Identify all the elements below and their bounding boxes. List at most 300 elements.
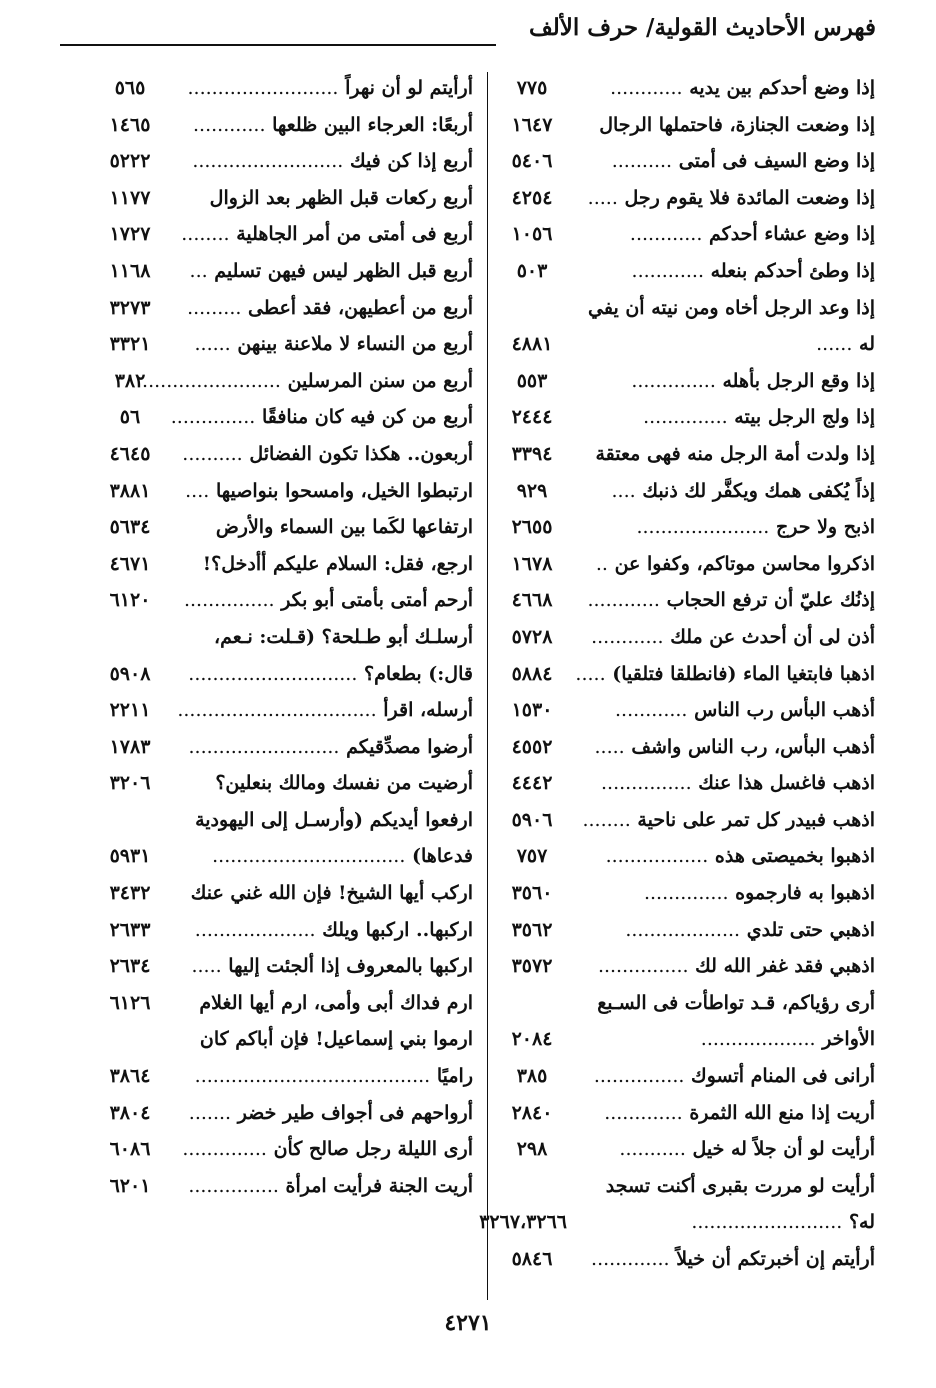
index-entry: [497, 143, 875, 180]
entry-leader-dots: ......................: [636, 516, 770, 539]
index-entry: [95, 290, 473, 327]
entry-label: اذهبا فابتغيا الماء (فانطلقا فتلقيا): [612, 662, 875, 685]
entry-text: [192, 143, 473, 180]
index-entry: [497, 180, 875, 217]
entry-hadith-number: ٣٨٠٤: [109, 1101, 151, 1124]
entry-text: [595, 436, 875, 473]
index-entry: [95, 399, 473, 436]
entry-hadith-number: ٦٢٠١: [109, 1174, 151, 1197]
index-entry: [95, 1095, 473, 1132]
entry-label: أريت الجنة فرأيت امرأة: [285, 1174, 473, 1197]
entry-leader-dots: .....: [191, 955, 222, 978]
entry-text: [632, 253, 875, 290]
entry-text: [194, 326, 473, 363]
entry-text: [599, 107, 875, 144]
entry-label: ارفعوا أيديكم (وأرسـل إلى اليهودية: [195, 808, 473, 831]
entry-leader-dots: .....: [575, 662, 606, 685]
entry-text: [615, 692, 875, 729]
entry-label: إذا ولدت أمة الرجل منه فهى معتقة: [595, 442, 875, 465]
entry-label: اذبح ولا حرج: [775, 516, 875, 539]
column-divider: [487, 72, 488, 1300]
index-entry: [497, 765, 875, 802]
index-entry: [497, 1241, 875, 1278]
entry-leader-dots: .........: [187, 296, 242, 319]
index-entry: [95, 1058, 473, 1095]
entry-label: أربعون.. هكذا تكون الفضائل: [249, 442, 473, 465]
entry-label: اذهبي فقد غفر الله لك: [695, 955, 875, 978]
entry-leader-dots: .................: [605, 845, 709, 868]
entry-text: [591, 619, 875, 656]
entry-text: [619, 1131, 875, 1168]
index-entry: [95, 509, 473, 546]
index-entry: [497, 838, 875, 875]
entry-hadith-number: ٥٦٣٤: [109, 516, 151, 539]
entry-label: أربع إذا كن فيك: [349, 150, 473, 173]
entry-hadith-number: ٥٥٣: [516, 369, 548, 392]
entry-text: [212, 838, 473, 875]
entry-hadith-number: ٦١٢٦: [109, 991, 151, 1014]
entry-label: أرضيت من نفسك ومالك بنعلين؟: [215, 772, 473, 795]
entry-label: له: [859, 333, 875, 356]
entry-hadith-number: ٣٨٨١: [109, 479, 151, 502]
entry-label: أريت إذا منع الله الثمرة: [689, 1101, 875, 1124]
entry-label: أرى الليلة رجل صالح كأن: [273, 1138, 473, 1161]
entry-label: أرسله، اقرأ: [383, 699, 473, 722]
index-entry: [95, 70, 473, 107]
entry-hadith-number: ٣٨٦٤: [109, 1065, 151, 1088]
entry-leader-dots: ..............: [643, 882, 729, 905]
entry-hadith-number: ٤٦٤٥: [109, 442, 151, 465]
entry-leader-dots: ............: [193, 113, 266, 136]
entry-hadith-number: ٧٥٧: [516, 845, 548, 868]
entry-hadith-number: ١٠٥٦: [511, 223, 553, 246]
index-entry: [95, 546, 473, 583]
index-entry: [497, 619, 875, 656]
entry-label: اذهبوا بخميصتى هذه: [714, 845, 875, 868]
entry-text: [142, 363, 473, 400]
entry-label: إذا وطئ أحدكم بنعله: [710, 259, 875, 282]
index-entry: [497, 436, 875, 473]
entry-hadith-number: ٤٢٥٤: [511, 186, 553, 209]
index-entry: [497, 253, 875, 290]
entry-leader-dots: ............: [615, 699, 688, 722]
entry-text: [575, 656, 875, 693]
entry-hadith-number: ٢٠٨٤: [511, 1028, 553, 1051]
entry-text: [193, 107, 473, 144]
entry-leader-dots: ............: [591, 625, 664, 648]
index-entry: [497, 1131, 875, 1168]
entry-hadith-number: ١٧٢٧: [109, 223, 151, 246]
entry-hadith-number: ٤٥٥٢: [511, 735, 553, 758]
entry-hadith-number: ١١٦٨: [109, 259, 151, 282]
entry-text: [185, 473, 473, 510]
index-entry: [497, 473, 875, 510]
entry-text: [816, 326, 875, 363]
entry-label: ارجع، فقل: السلام عليكم أأدخل؟!: [202, 552, 473, 575]
entry-label: اركبها بالمعروف إذا ألجئت إليها: [228, 955, 473, 978]
entry-label: أرواحهم فى أجواف طير خضر: [237, 1101, 473, 1124]
entry-leader-dots: ...: [189, 259, 208, 282]
entry-label: اركب أيها الشيخ! فإن الله غني عنك: [190, 882, 473, 905]
entry-hadith-number: ١٦٧٨: [511, 552, 553, 575]
entry-leader-dots: ...............: [183, 589, 275, 612]
entry-leader-dots: .....: [594, 735, 625, 758]
entry-label: أربع من كن فيه كان منافقًا: [261, 406, 473, 429]
entry-text: [188, 729, 473, 766]
entry-text: [184, 582, 473, 619]
entry-hadith-number: ٦١٢٠: [109, 589, 151, 612]
entry-leader-dots: .................................: [177, 699, 377, 722]
entry-text: [187, 290, 473, 327]
entry-text: [187, 70, 473, 107]
entry-text: [195, 802, 473, 839]
page-number: ٤٢٧١: [444, 1310, 492, 1336]
entry-hadith-number: ٥٦: [119, 406, 141, 429]
entry-label: أذن لى أن أحدث عن ملك: [670, 625, 875, 648]
entry-label: إذا ولج الرجل بيته: [734, 406, 875, 429]
entry-hadith-number: ٤٦٧١: [109, 552, 151, 575]
entry-leader-dots: ............: [587, 589, 660, 612]
entry-leader-dots: ............: [631, 259, 705, 282]
entry-text: [612, 143, 875, 180]
index-entry: [479, 1204, 875, 1241]
index-entry: [497, 399, 875, 436]
index-entry: [95, 729, 473, 766]
entry-label: ارم فداك أبى وأمى، ارم أيها الغلام: [199, 991, 473, 1014]
index-entry: [497, 1095, 875, 1132]
index-entry: [95, 143, 473, 180]
entry-label: راميًا: [436, 1065, 473, 1088]
entry-text: [594, 729, 875, 766]
entry-hadith-number: ٧٧٥: [516, 77, 548, 99]
index-entry: [95, 216, 473, 253]
index-entry: [95, 363, 473, 400]
entry-text: [216, 509, 473, 546]
entry-label: أربع من سنن المرسلين: [287, 369, 473, 392]
entry-hadith-number: ٣٤٣٢: [109, 882, 151, 905]
entry-label: إذا وعد الرجل أخاه ومن نيته أن يفي: [588, 296, 875, 319]
entry-leader-dots: ..............: [643, 406, 728, 429]
entry-label: إذا وضع السيف فى أمتى: [678, 150, 875, 173]
entry-text: [210, 180, 473, 217]
index-entry: [497, 216, 875, 253]
entry-label: قال:) بطعام؟: [364, 662, 473, 685]
entry-text: [171, 399, 473, 436]
entry-hadith-number: ٣٥٦٢: [511, 918, 553, 941]
entry-label: ارموا بني إسماعيل! فإن أباكم كان: [199, 1028, 473, 1051]
entry-hadith-number: ٥٧٢٨: [511, 625, 553, 648]
entry-hadith-number: ٥٦٥: [114, 77, 146, 99]
index-entry: [95, 582, 473, 619]
index-entry: [95, 253, 473, 290]
entry-text: [594, 1058, 875, 1095]
entry-text: [199, 985, 473, 1022]
entry-hadith-number: ٤٦٦٨: [511, 589, 553, 612]
index-entry: [497, 656, 875, 693]
entry-label: أربعًا: العرجاء البين ظلعها: [272, 113, 473, 136]
entry-text: [606, 838, 875, 875]
entry-text: [701, 1021, 875, 1058]
entry-text: [190, 253, 473, 290]
index-entry: [95, 912, 473, 949]
entry-text: [191, 948, 473, 985]
index-entry: [497, 363, 875, 400]
entry-label: أرأيتم لو أن نهراً: [345, 77, 473, 99]
index-entry: [497, 948, 875, 985]
entry-leader-dots: .......................: [142, 369, 281, 392]
index-entry: [95, 948, 473, 985]
entry-label: أربع من أعطيهن، فقد أعطى: [248, 296, 473, 319]
entry-text: [596, 546, 875, 583]
entry-hadith-number: ٢٦٣٣: [109, 918, 151, 941]
entry-leader-dots: ......: [816, 333, 853, 356]
entry-label: إذنُك عليّ أن ترفع الحجاب: [666, 589, 875, 612]
entry-hadith-number: ٥٨٤٦: [511, 1248, 553, 1270]
index-entry: [497, 729, 875, 766]
entry-text: [582, 802, 875, 839]
entry-text: [191, 875, 473, 912]
entry-hadith-number: ٩٢٩: [516, 479, 548, 502]
entry-hadith-number: ٢٦٥٥: [511, 516, 553, 539]
entry-label: أرحم أمتى بأمتى أبو بكر: [281, 589, 473, 612]
entry-label: أربع من النساء لا ملاعنة بينهن: [237, 333, 473, 356]
entry-label: أرسلـك أبو طـلحة؟ (قـلت: نـعم،: [214, 625, 473, 648]
entry-hadith-number: ٥٢٢٢: [109, 150, 151, 173]
entry-text: [630, 216, 875, 253]
entry-hadith-number: ٥٠٣: [516, 259, 548, 282]
index-entry: [95, 838, 473, 875]
entry-text: [625, 912, 875, 949]
index-entry: [95, 692, 473, 729]
entry-leader-dots: ..............: [170, 406, 256, 429]
entry-text: [691, 1204, 875, 1241]
entry-leader-dots: ........: [582, 808, 631, 831]
entry-label: اذهب فبيدر كل تمر على ناحية: [637, 808, 875, 831]
entry-hadith-number: ٥٤٠٦: [511, 150, 553, 173]
index-entry: [95, 875, 473, 912]
entry-leader-dots: ............: [610, 77, 683, 99]
index-entry: [497, 802, 875, 839]
entry-label: أربع ركعات قبل الظهر بعد الزوال: [209, 186, 473, 209]
entry-label: أذهب البأس رب الناس: [694, 699, 875, 722]
entry-hadith-number: ٣٥٧٢: [511, 955, 553, 978]
entry-text: [182, 436, 473, 473]
entry-leader-dots: ..........: [182, 442, 243, 465]
entry-leader-dots: ...........: [619, 1138, 686, 1161]
index-entry: [95, 473, 473, 510]
index-column-left: [95, 70, 473, 1204]
entry-hadith-number: ٣٢٧٣: [109, 296, 151, 319]
entry-leader-dots: ..: [595, 552, 608, 575]
entry-label: إذا وضع أحدكم بين يديه: [689, 77, 875, 99]
entry-label: أربع فى أمتى من أمر الجاهلية: [236, 223, 473, 246]
header-rule: [60, 44, 496, 46]
entry-leader-dots: ................................: [212, 845, 406, 868]
index-entry: [497, 546, 875, 583]
entry-leader-dots: .........................: [187, 77, 339, 99]
entry-label: إذا وقع الرجل بأهله: [722, 369, 875, 392]
entry-leader-dots: .............: [604, 1101, 683, 1124]
entry-leader-dots: ..............: [182, 1138, 267, 1161]
entry-label: اذهبي حتى تلدي: [746, 918, 875, 941]
entry-leader-dots: .........................: [691, 1211, 843, 1234]
index-entry: [95, 1168, 473, 1205]
entry-text: [610, 70, 875, 107]
entry-label: إذا وضعت المائدة فلا يقوم رجل: [624, 186, 875, 209]
entry-hadith-number: ٣٢٦٧،٣٢٦٦: [479, 1211, 567, 1234]
index-entry: [95, 1021, 473, 1058]
entry-hadith-number: ٢٤٤٤: [511, 406, 553, 429]
entry-hadith-number: ١٧٨٣: [109, 735, 151, 758]
index-entry: [95, 619, 473, 656]
entry-text: [643, 399, 875, 436]
entry-hadith-number: ٣٥٦٠: [511, 882, 553, 905]
entry-leader-dots: ............................: [188, 662, 358, 685]
entry-leader-dots: .........................: [192, 150, 344, 173]
entry-label: أرى رؤياكم، قـد تواطأت فى السـبع: [597, 991, 875, 1014]
index-entry: [497, 582, 875, 619]
entry-hadith-number: ٢٦٣٤: [109, 955, 151, 978]
entry-text: [597, 985, 875, 1022]
entry-text: [188, 656, 473, 693]
entry-text: [215, 765, 473, 802]
entry-label: أرضوا مصدِّقيكم: [346, 735, 473, 758]
entry-hadith-number: ٦٠٨٦: [109, 1138, 151, 1161]
entry-hadith-number: ٥٨٨٤: [511, 662, 553, 685]
entry-leader-dots: ..............: [631, 369, 716, 392]
entry-text: [606, 1168, 875, 1205]
entry-label: اركبها.. اركبها ويلك: [322, 918, 473, 941]
entry-label: إذا وضعت الجنازة، فاحتملها الرجال: [599, 113, 875, 136]
entry-hadith-number: ٥٩٠٨: [109, 662, 151, 685]
entry-label: اذهبوا به فارجموه: [735, 882, 875, 905]
entry-label: أرانى فى المنام أتسوك: [691, 1065, 875, 1088]
entry-hadith-number: ٥٩٣١: [109, 845, 151, 868]
running-title: فهرس الأحاديث القولية/ حرف الألف: [528, 14, 876, 41]
entry-label: له؟: [848, 1211, 875, 1234]
entry-leader-dots: ...............: [597, 955, 689, 978]
entry-leader-dots: ...................: [625, 918, 741, 941]
entry-text: [195, 912, 473, 949]
index-entry: [497, 509, 875, 546]
entry-text: [214, 619, 473, 656]
entry-text: [587, 582, 875, 619]
index-entry: [95, 326, 473, 363]
index-entry: [497, 1058, 875, 1095]
entry-label: أربع قبل الظهر ليس فيهن تسليم: [214, 259, 473, 282]
entry-hadith-number: ٣٢٠٦: [109, 772, 151, 795]
index-entry: [95, 802, 473, 839]
entry-text: [181, 216, 473, 253]
entry-hadith-number: ٤٨٨١: [511, 333, 553, 356]
index-entry: [95, 765, 473, 802]
index-entry: [497, 692, 875, 729]
entry-text: [188, 1168, 473, 1205]
entry-leader-dots: .............: [591, 1248, 670, 1270]
entry-hadith-number: ١٥٣٠: [511, 699, 553, 722]
entry-leader-dots: ....................: [194, 918, 316, 941]
entry-text: [612, 473, 875, 510]
entry-leader-dots: .......................................: [194, 1065, 431, 1088]
entry-hadith-number: ١١٧٧: [109, 186, 151, 209]
index-entry: [497, 290, 875, 327]
entry-label: الأواخر: [822, 1028, 875, 1051]
entry-hadith-number: ١٦٤٧: [511, 113, 553, 136]
entry-label: أذهب البأس، رب الناس واشف: [631, 735, 875, 758]
entry-leader-dots: .......: [188, 1101, 232, 1124]
index-entry: [497, 70, 875, 107]
entry-leader-dots: ...................: [700, 1028, 816, 1051]
entry-text: [588, 290, 875, 327]
index-entry: [497, 912, 875, 949]
entry-label: إذا وضع عشاء أحدكم: [709, 223, 875, 246]
entry-leader-dots: .....: [587, 186, 618, 209]
entry-leader-dots: ....: [185, 479, 210, 502]
entry-leader-dots: ....: [611, 479, 636, 502]
entry-hadith-number: ٢٨٤٠: [511, 1101, 553, 1124]
index-entry: [95, 1131, 473, 1168]
entry-hadith-number: ٣٨٢: [114, 369, 146, 392]
entry-hadith-number: ٣٣٢١: [109, 333, 151, 356]
entry-label: أرأيت لو مررت بقبرى أكنت تسجد: [605, 1174, 875, 1197]
entry-label: أرأيت لو أن جلاً له خيل: [692, 1138, 875, 1161]
entry-text: [203, 546, 473, 583]
entry-label: ارتبطوا الخيل، وامسحوا بنواصيها: [215, 479, 473, 502]
page-header: [60, 10, 876, 50]
entry-label: اذكروا محاسن موتاكم، وكفوا عن: [614, 552, 875, 575]
index-entry: [497, 1168, 875, 1205]
entry-leader-dots: ............: [629, 223, 703, 246]
entry-text: [200, 1021, 473, 1058]
entry-leader-dots: ...............: [593, 1065, 685, 1088]
index-entry: [497, 107, 875, 144]
entry-label: اذهب فاغسل هذا عنك: [698, 772, 875, 795]
entry-text: [598, 948, 875, 985]
entry-leader-dots: ...............: [601, 772, 692, 795]
entry-leader-dots: ......: [194, 333, 231, 356]
entry-hadith-number: ٥٩٠٦: [511, 808, 553, 831]
entry-text: [604, 1095, 875, 1132]
entry-text: [189, 1095, 473, 1132]
index-entry: [497, 326, 875, 363]
entry-leader-dots: ........: [181, 223, 230, 246]
entry-leader-dots: ...............: [188, 1174, 279, 1197]
entry-text: [195, 1058, 473, 1095]
index-column-right: [479, 70, 875, 1278]
entry-leader-dots: ..........: [611, 150, 673, 173]
index-entry: [497, 875, 875, 912]
entry-hadith-number: ٣٣٩٤: [511, 442, 553, 465]
entry-label: أرأيتم إن أخبرتكم أن خيلاً: [676, 1248, 875, 1270]
entry-hadith-number: ٣٨٥: [516, 1065, 548, 1088]
index-entry: [497, 985, 875, 1022]
index-entry: [95, 107, 473, 144]
entry-text: [591, 1241, 875, 1278]
entry-hadith-number: ٤٤٤٢: [511, 772, 553, 795]
index-entry: [95, 985, 473, 1022]
entry-label: ارتفاعها لكَما بين السماء والأرض: [215, 516, 473, 539]
entry-text: [636, 509, 875, 546]
index-entry: [95, 436, 473, 473]
entry-leader-dots: .........................: [188, 735, 340, 758]
entry-text: [601, 765, 875, 802]
entry-label: فدعاها): [412, 845, 473, 868]
entry-label: إذاً يُكفى همك ويكفَّر لك ذنبك: [642, 479, 875, 502]
entry-text: [644, 875, 875, 912]
entry-text: [631, 363, 875, 400]
entry-hadith-number: ١٤٦٥: [109, 113, 151, 136]
entry-text: [177, 692, 473, 729]
